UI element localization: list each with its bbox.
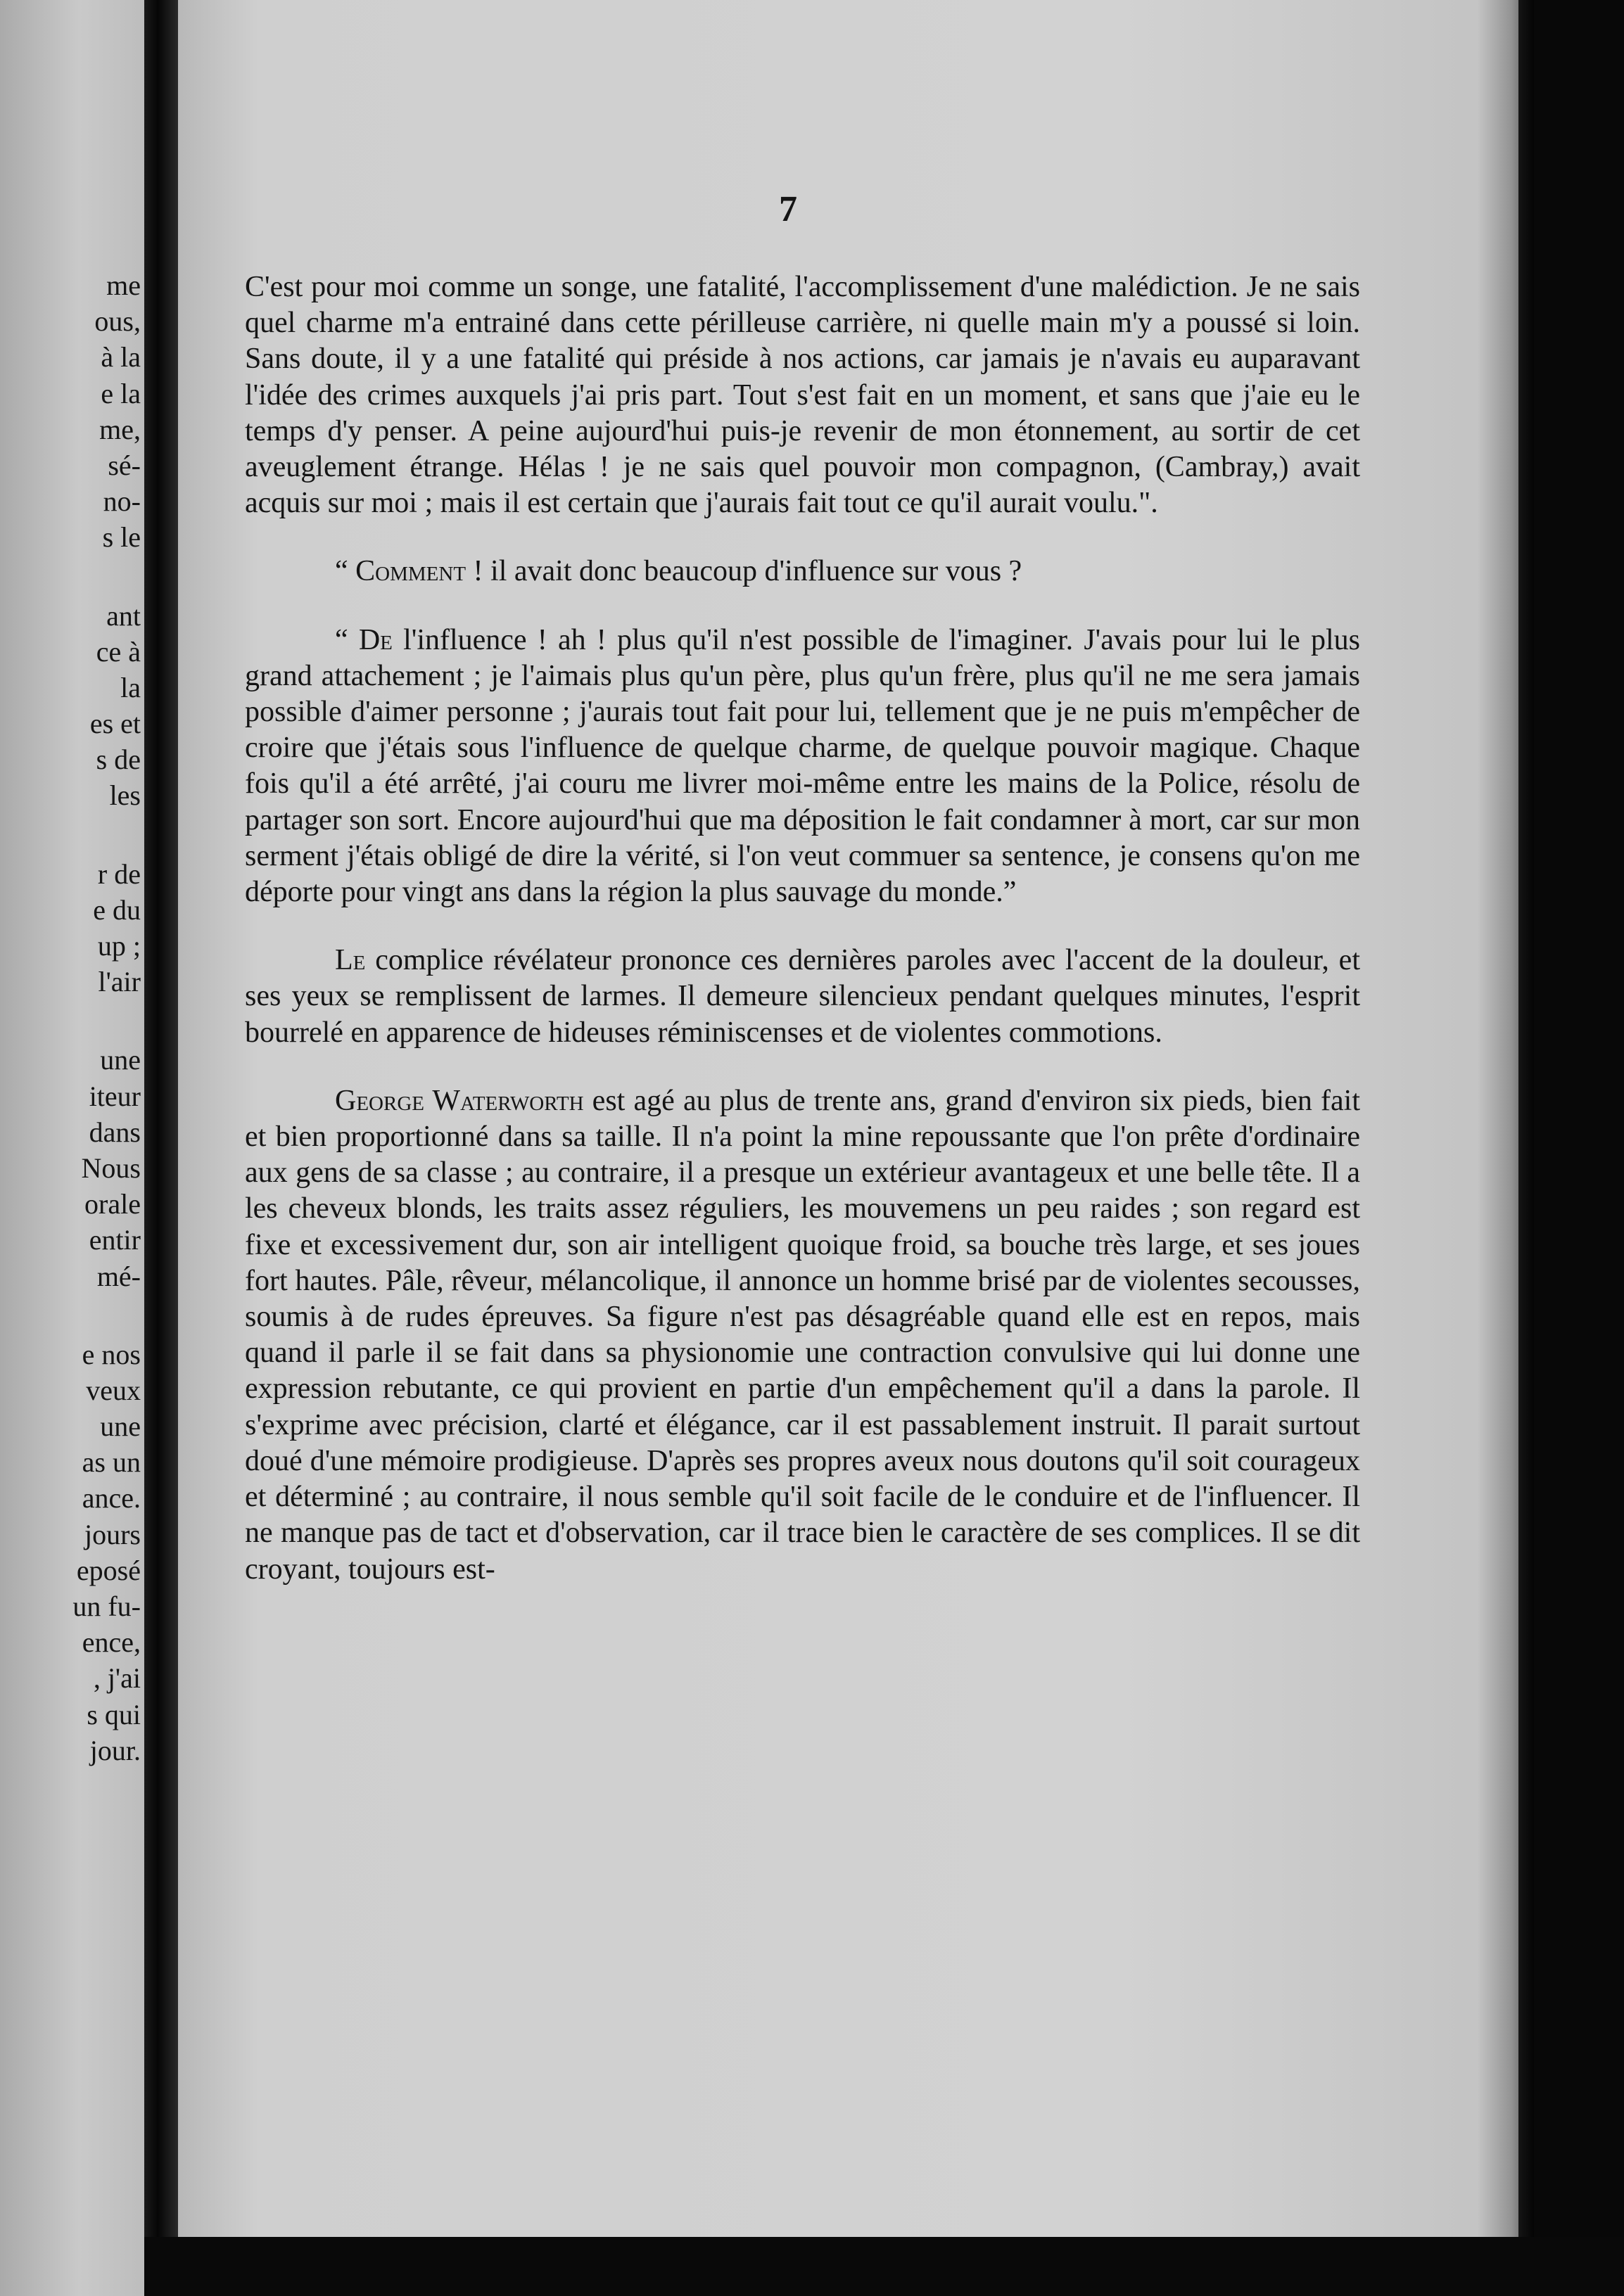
paragraph: [245, 943, 1360, 1051]
paragraph-text: complice révélateur prononce ces dernières paroles avec l'accent de la douleur, et ses yeux se remplissent de larmes. Il demeure silencieux pendant quelques minutes, l'esprit bourrelé en apparence de hideuses réminiscenses et de violentes commotions.: [245, 944, 1360, 1049]
fragment-line: entir: [89, 1224, 141, 1256]
fragment-line: , j'ai: [93, 1662, 141, 1695]
paragraph-lead: “ Comment: [335, 555, 467, 588]
fragment-line: Nous: [81, 1152, 141, 1184]
paragraph-lead: Le: [335, 944, 366, 977]
fragment-line: me: [106, 269, 141, 301]
fragment-line: ence,: [82, 1626, 141, 1659]
page-number: 7: [779, 189, 797, 229]
fragment-line: e nos: [82, 1338, 141, 1370]
page-right-shadow: [1478, 0, 1534, 2237]
facing-page-text-fragments: [0, 267, 141, 1768]
fragment-line: veux: [86, 1374, 141, 1406]
fragment-line: eposé: [76, 1554, 141, 1586]
fragment-line: no-: [103, 485, 141, 518]
paragraph-text: l'influence ! ah ! plus qu'il n'est possible de l'imaginer. J'avais pour lui le plus grand attachement ; je l'aimais plus qu'un père, plus qu'un frère, plus qu'il ne me sera jamais possible d'aimer personne ; j'aurais tout fait pour lui, tellement que je ne puis m'empêcher de croire que j'étais sous l'influence de quelque charme, de quelque pouvoir magique. Chaque fois qu'il a été arrêté, j'ai couru me livrer moi-même entre les mains de la Police, résolu de partager son sort. Encore aujourd'hui que ma déposition le fait condamner à mort, car sur mon serment j'étais obligé de dire la vérité, si l'on veut commuer sa sentence, je consens qu'on me déporte pour vingt ans dans la région la plus sauvage du monde.”: [245, 623, 1360, 909]
fragment-line: ous,: [94, 305, 141, 338]
right-dark-border: [1534, 0, 1624, 2296]
fragment-line: ant: [106, 599, 141, 632]
fragment-line: une: [100, 1410, 141, 1443]
paragraph-text: ! il avait donc beaucoup d'influence sur vous ?: [466, 555, 1022, 588]
fragment-line: mé-: [96, 1260, 141, 1292]
paragraph-lead: “ De: [335, 623, 393, 656]
fragment-line: ce à: [96, 635, 141, 668]
fragment-line: s le: [102, 521, 141, 554]
fragment-line: les: [109, 779, 141, 812]
paragraph-text: C'est pour moi comme un songe, une fatalité, l'accomplissement d'une malédiction. Je ne sais quel charme m'a entrainé dans cette périlleuse carrière, ni quelle main m'y a poussé si loin. Sans doute, il y a une fatalité qui préside à nos actions, car jamais je n'avais eu auparavant l'idée des crimes auxquels j'ai pris part. Tout s'est fait en un moment, et sans que j'aie eu le temps d'y penser. A peine aujourd'hui puis-je revenir de mon étonnement, au sortir de cet aveuglement étrange. Hélas ! je ne sais quel pouvoir mon compagnon, (Cambray,) avait acquis sur moi ; mais il est certain que j'aurais fait tout ce qu'il aurait voulu.".: [245, 271, 1360, 520]
fragment-line: up ;: [97, 930, 141, 962]
book-gutter: [144, 0, 178, 2296]
body-text: [245, 269, 1360, 1588]
fragment-line: dans: [89, 1116, 141, 1148]
bottom-dark-border: [144, 2237, 1624, 2296]
fragment-line: la: [120, 671, 141, 703]
paragraph-lead: George Waterworth: [335, 1084, 584, 1117]
paragraph: [245, 554, 1360, 589]
fragment-line: s de: [96, 744, 141, 776]
fragment-line: e du: [93, 893, 141, 926]
fragment-line: une: [100, 1044, 141, 1076]
fragment-line: sé-: [108, 449, 141, 481]
fragment-line: e la: [101, 377, 141, 409]
paragraph: [245, 1083, 1360, 1588]
fragment-line: orale: [84, 1188, 141, 1220]
paragraph-text: est agé au plus de trente ans, grand d'environ six pieds, bien fait et bien proportionné dans sa taille. Il n'a point la mine repoussante que l'on prête d'ordinaire aux gens de sa classe ; au contraire, il a presque un extérieur avantageux et une belle tête. Il a les cheveux blonds, les traits assez réguliers, les mouvemens un peu raides ; son regard est fixe et excessivement dur, son air intelligent quoique froid, sa bouche très large, et ses joues fort hautes. Pâle, rêveur, mélancolique, il annonce un homme brisé par de violentes secousses, soumis à de rudes épreuves. Sa figure n'est pas désagréable quand elle est en repos, mais quand il parle il se fait dans sa physionomie une contraction convulsive qui lui donne une expression rebutante, ce qui provient en partie d'un empêchement qu'il a dans la parole. Il s'exprime avec précision, clarté et élégance, car il est passablement instruit. Il parait surtout doué d'une mémoire prodigieuse. D'après ses propres aveux nous doutons qu'il soit courageux et déterminé ; au contraire, il nous semble qu'il soit facile de le conduire et de l'influencer. Il ne manque pas de tact et d'observation, car il trace bien le caractère de ses complices. Il se dit croyant, toujours est-: [245, 1084, 1360, 1586]
fragment-line: iteur: [89, 1080, 141, 1112]
fragment-line: jours: [84, 1518, 141, 1550]
fragment-line: l'air: [98, 966, 141, 998]
paragraph: [245, 623, 1360, 911]
fragment-line: r de: [97, 857, 141, 890]
fragment-line: s qui: [87, 1698, 141, 1730]
fragment-line: à la: [101, 341, 141, 374]
fragment-line: es et: [89, 708, 141, 740]
fragment-line: un fu-: [72, 1590, 141, 1622]
fragment-line: jour.: [89, 1734, 141, 1766]
fragment-line: as un: [82, 1446, 141, 1479]
fragment-line: ance.: [82, 1482, 141, 1514]
paragraph: [245, 269, 1360, 521]
fragment-line: me,: [99, 413, 141, 445]
